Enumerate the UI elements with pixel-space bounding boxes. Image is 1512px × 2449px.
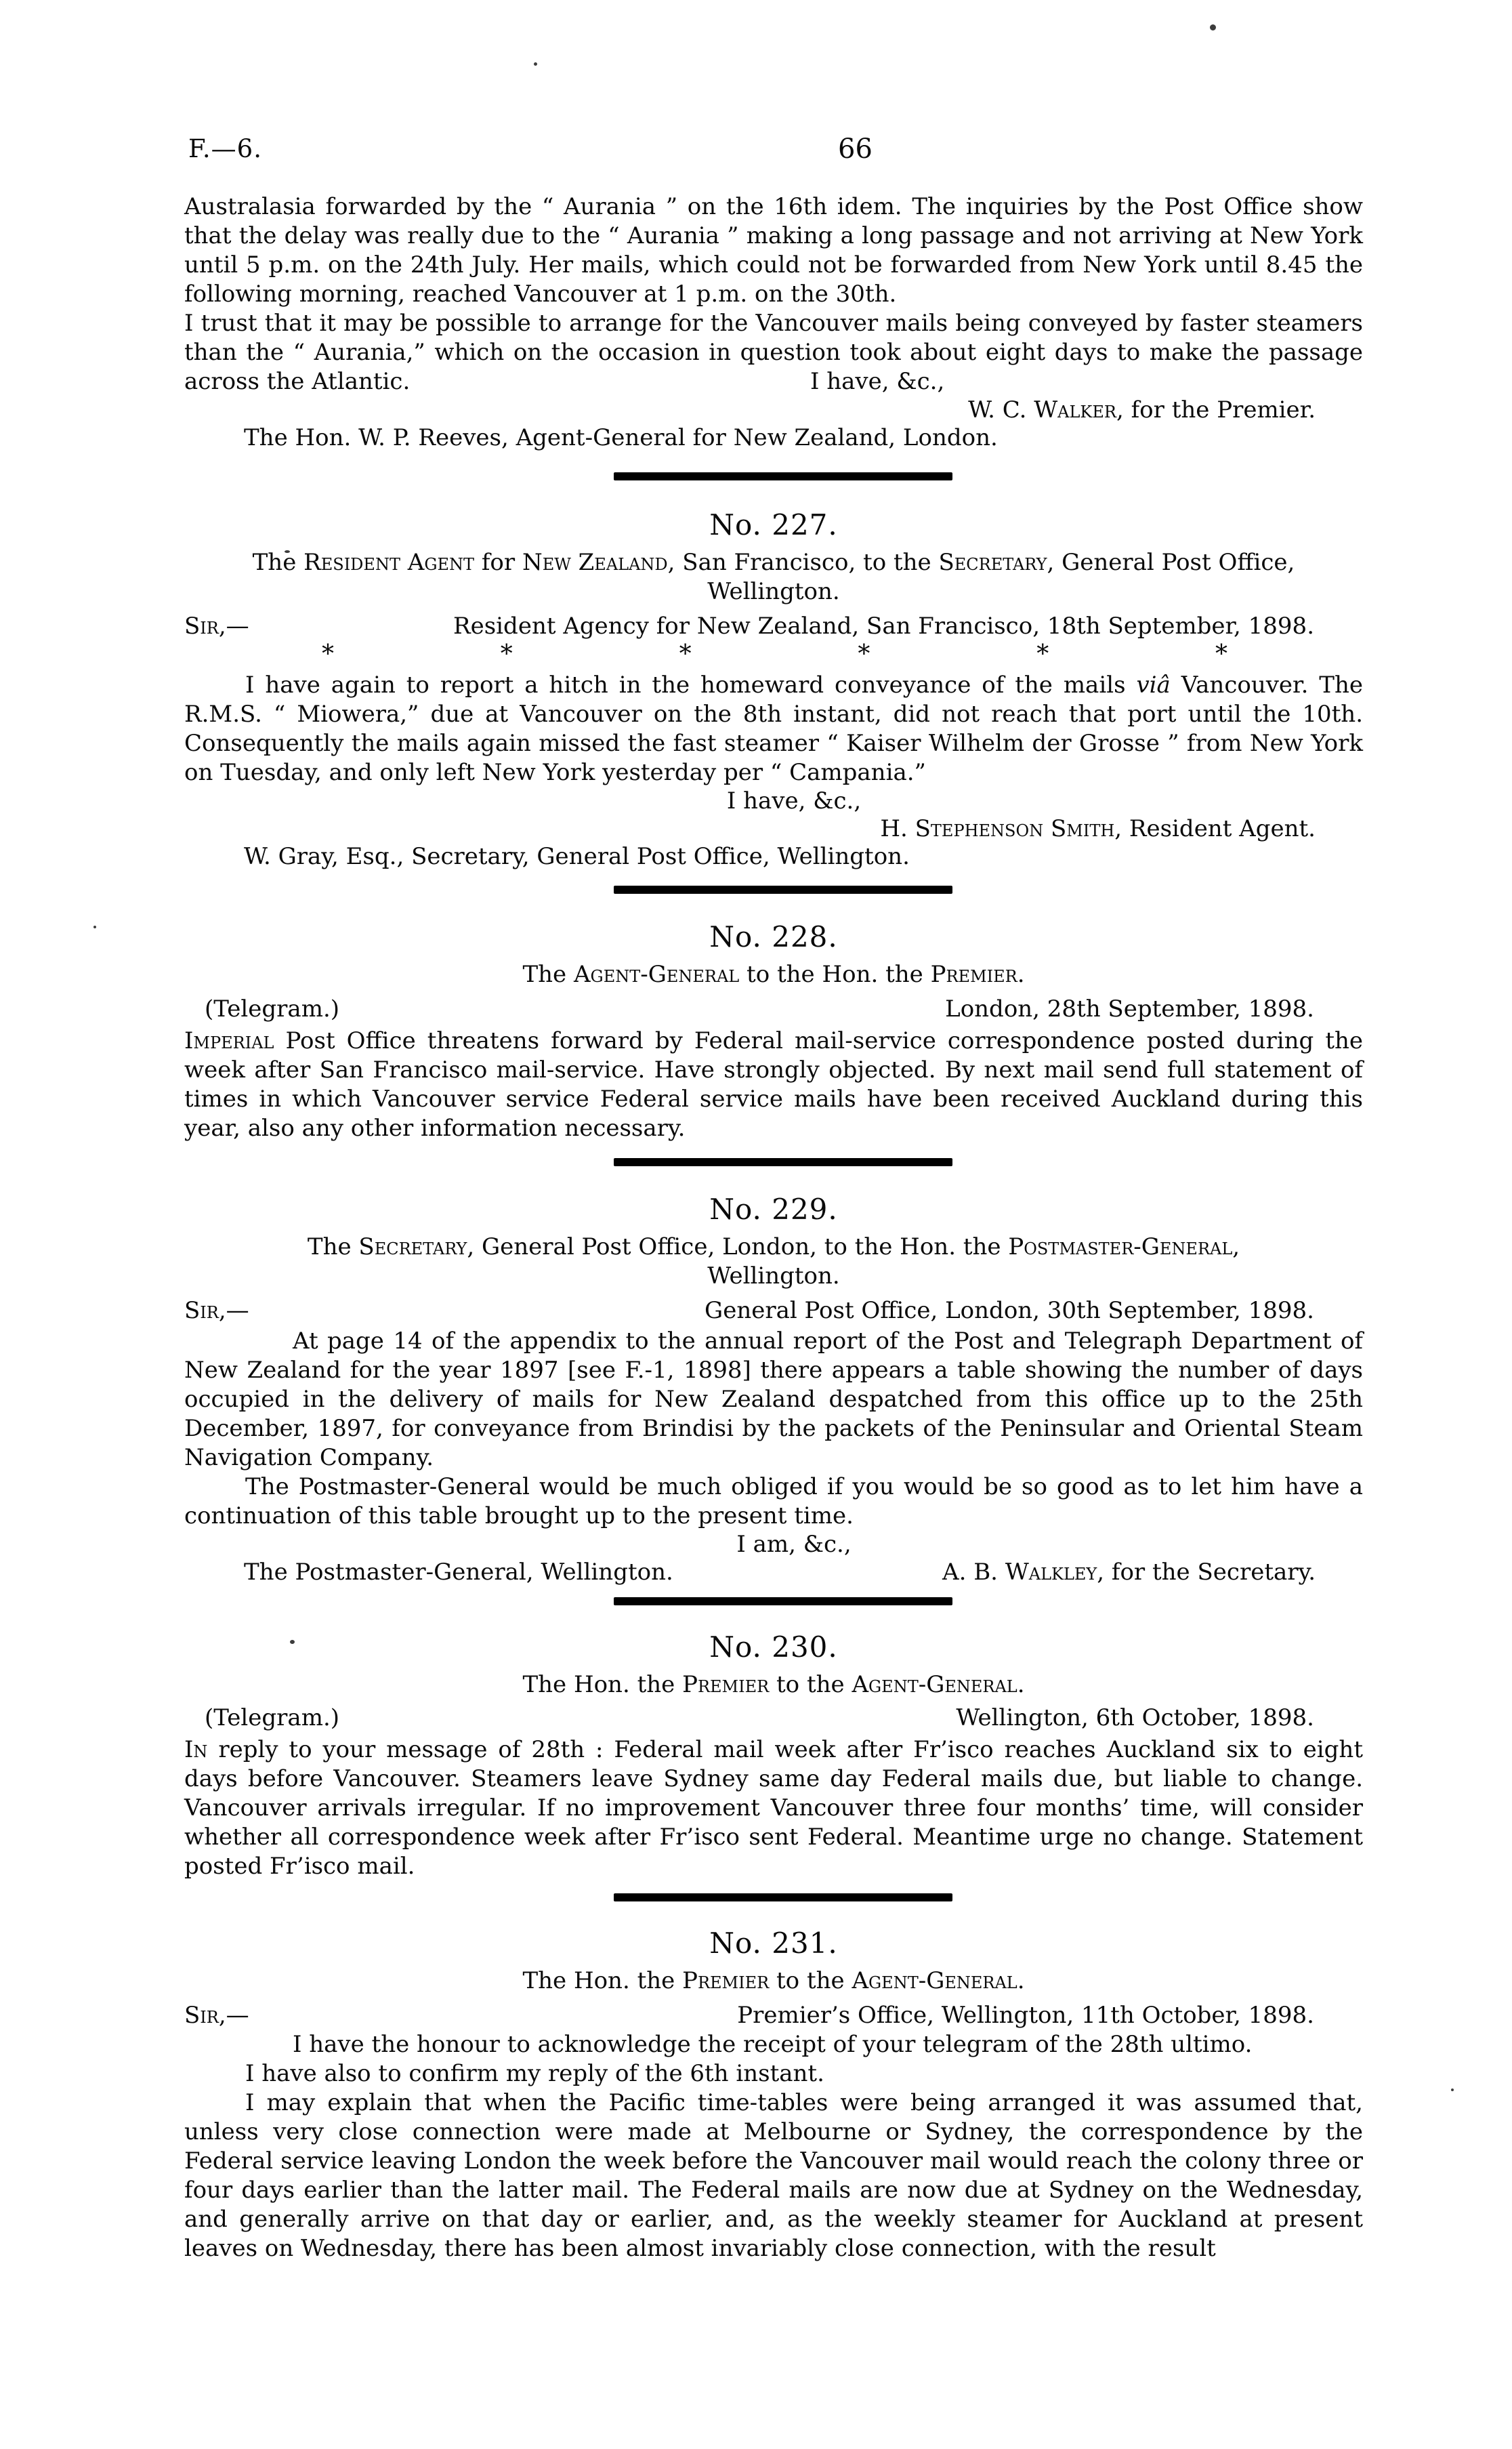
closing-phrase: I have, &c., (810, 368, 945, 395)
section-divider (614, 472, 952, 480)
section-number: No. 229. (709, 1193, 838, 1226)
body-paragraph: I may explain that when the Pacific time-tables were being arranged it was assumed that, unless very close connection were made at Melbourne or Sydney, the correspondence by the Federal service leaving London the week before the Vancouver mail would reach the colony three or four days earlier than the latter mail. The Federal mails are now due at Sydney on the Wednesday, and generally arrive on that day or earlier, and, as the weekly steamer for Auckland at present leaves on Wednesday, there has been almost invariably close connection, with the result (184, 2089, 1363, 2262)
body-paragraph ind: I trust that it may be possible to arrange for the Vancouver mails being conveyed by faster steamers than the “ Aurania,” which on the occasion in question took about eight days to make the passage across the Atlantic. (184, 310, 1363, 395)
telegram-row (184, 995, 1363, 1024)
asterisk: * (1215, 640, 1227, 668)
letter-section-229 (184, 1192, 1363, 1586)
salutation-label: Sir,— (184, 613, 249, 640)
telegram-label: (Telegram.) (205, 1704, 340, 1731)
subject-line: Wellington. (707, 1262, 840, 1290)
signature-row (184, 815, 1363, 843)
body-paragraph: In reply to your message of 28th : Federal mail week after Fr’isco reaches Auckland six to eight days before Vancouver. Steamers leave Sydney same day Federal mails due, but liable to change. Vancouver arrivals irregular. If no improvement Vancouver three four months’ time, will consider whether all correspondence week after Fr’isco sent Federal. Meantime urge no change. Statement posted Fr’isco mail. (184, 1736, 1363, 1880)
ink-speck (1451, 2088, 1454, 2091)
place-date-line: General Post Office, London, 30th September, 1898. (705, 1297, 1314, 1324)
body-paragraph: I have the honour to acknowledge the receipt of your telegram of the 28th ultimo. (293, 2031, 1253, 2058)
salutation-row (184, 1296, 1363, 1325)
closing-phrase: I am, &c., (736, 1531, 852, 1558)
letter-section-231 (184, 1926, 1363, 2263)
subject-line: Wellington. (707, 578, 840, 605)
salutation-label: Sir,— (184, 1297, 249, 1324)
section-divider (614, 1893, 952, 1901)
addressee-line: W. Gray, Esq., Secretary, General Post Office, Wellington. (244, 843, 910, 870)
subject-line: The Secretary, General Post Office, London, to the Hon. the Postmaster-General, (307, 1233, 1240, 1260)
section-divider (614, 1158, 952, 1166)
body-paragraph: At page 14 of the appendix to the annual report of the Post and Telegraph Department of New Zealand for the year 1897 [see F.-1, 1898] there appears a table showing the number of days occupied in the delivery of mails for New Zealand despatched from this office up to the 25th December, 1897, for conveyance from Brindisi by the packets of the Peninsular and Oriental Steam Navigation Company. (184, 1328, 1363, 1471)
letter-continuation (184, 192, 1363, 452)
closing-phrase: I have, &c., (726, 787, 862, 815)
subject-line: The Resident Agent for New Zealand, San Francisco, to the Secretary, General Post Office, (252, 549, 1295, 576)
body-paragraph: I have again to report a hitch in the homeward conveyance of the mails viâ Vancouver. The R.M.S. “ Miowera,” due at Vancouver on the 8th instant, did not reach that port until the 10th. Consequently the mails again missed the fast steamer “ Kaiser Wilhelm der Grosse ” from New York on Tuesday, and only left New York yesterday per “ Campania.” (184, 672, 1363, 786)
place-date-line: Resident Agency for New Zealand, San Francisco, 18th September, 1898. (453, 613, 1314, 640)
salutation-label: Sir,— (184, 2002, 249, 2029)
doc-ref: F.—6. (188, 134, 262, 163)
body-paragraph: Imperial Post Office threatens forward by Federal mail-service correspondence posted during the week after San Francisco mail-service. Have strongly objected. By next mail send full statement of times in which Vancouver service Federal service mails have been received Auckland during this year, also any other information necessary. (184, 1027, 1363, 1142)
place-date-line: London, 28th September, 1898. (945, 995, 1314, 1023)
page-number: 66 (838, 133, 873, 165)
signature-line: A. B. Walkley, for the Secretary. (942, 1559, 1316, 1586)
letter-section-230 (184, 1630, 1363, 1881)
signature-line: H. Stephenson Smith, Resident Agent. (880, 815, 1316, 842)
signature-row (184, 396, 1363, 424)
asterisk: * (679, 640, 692, 668)
asterisk: * (1036, 640, 1049, 668)
body-paragraph: I have also to confirm my reply of the 6th instant. (245, 2060, 824, 2087)
telegram-row (184, 1704, 1363, 1733)
letter-section-227 (184, 508, 1363, 871)
body-paragraph: Australasia forwarded by the “ Aurania ” on the 16th idem. The inquiries by the Post Office show that the delay was really due to the “ Aurania ” making a long passage and not arriving at New York until 5 p.m. on the 24th July. Her mails, which could not be forwarded from New York until 8.45 the following morning, reached Vancouver at 1 p.m. on the 30th. (184, 193, 1363, 308)
section-divider (614, 1597, 952, 1605)
signature-row (184, 1559, 1363, 1586)
ink-speck (93, 926, 96, 928)
place-date-line: Premier’s Office, Wellington, 11th October, 1898. (737, 2002, 1314, 2029)
section-number: No. 230. (709, 1630, 838, 1664)
addressee-line: The Postmaster-General, Wellington. (244, 1559, 673, 1586)
signature-line: W. C. Walker, for the Premier. (968, 396, 1316, 424)
telegram-label: (Telegram.) (205, 995, 340, 1023)
subject-line: The Hon. the Premier to the Agent-General. (522, 1967, 1025, 1994)
body-paragraph: The Postmaster-General would be much obliged if you would be so good as to let him have a continuation of this table brought up to the present time. (184, 1473, 1363, 1529)
addressee-line: The Hon. W. P. Reeves, Agent-General for New Zealand, London. (244, 424, 998, 451)
asterisk: * (858, 640, 870, 668)
asterisk: * (500, 640, 513, 668)
salutation-row (184, 612, 1363, 641)
section-number: No. 227. (709, 508, 838, 541)
letter-section-228 (184, 920, 1363, 1143)
asterisk-separator (184, 641, 1363, 668)
page-header (184, 133, 1363, 165)
section-divider (614, 886, 952, 894)
subject-line: The Agent-General to the Hon. the Premier. (522, 961, 1025, 988)
subject-line: The Hon. the Premier to the Agent-General. (522, 1671, 1025, 1698)
section-number: No. 231. (709, 1927, 838, 1960)
section-number: No. 228. (709, 920, 838, 953)
place-date-line: Wellington, 6th October, 1898. (956, 1704, 1314, 1731)
salutation-row (184, 2001, 1363, 2030)
asterisk: * (322, 640, 334, 668)
